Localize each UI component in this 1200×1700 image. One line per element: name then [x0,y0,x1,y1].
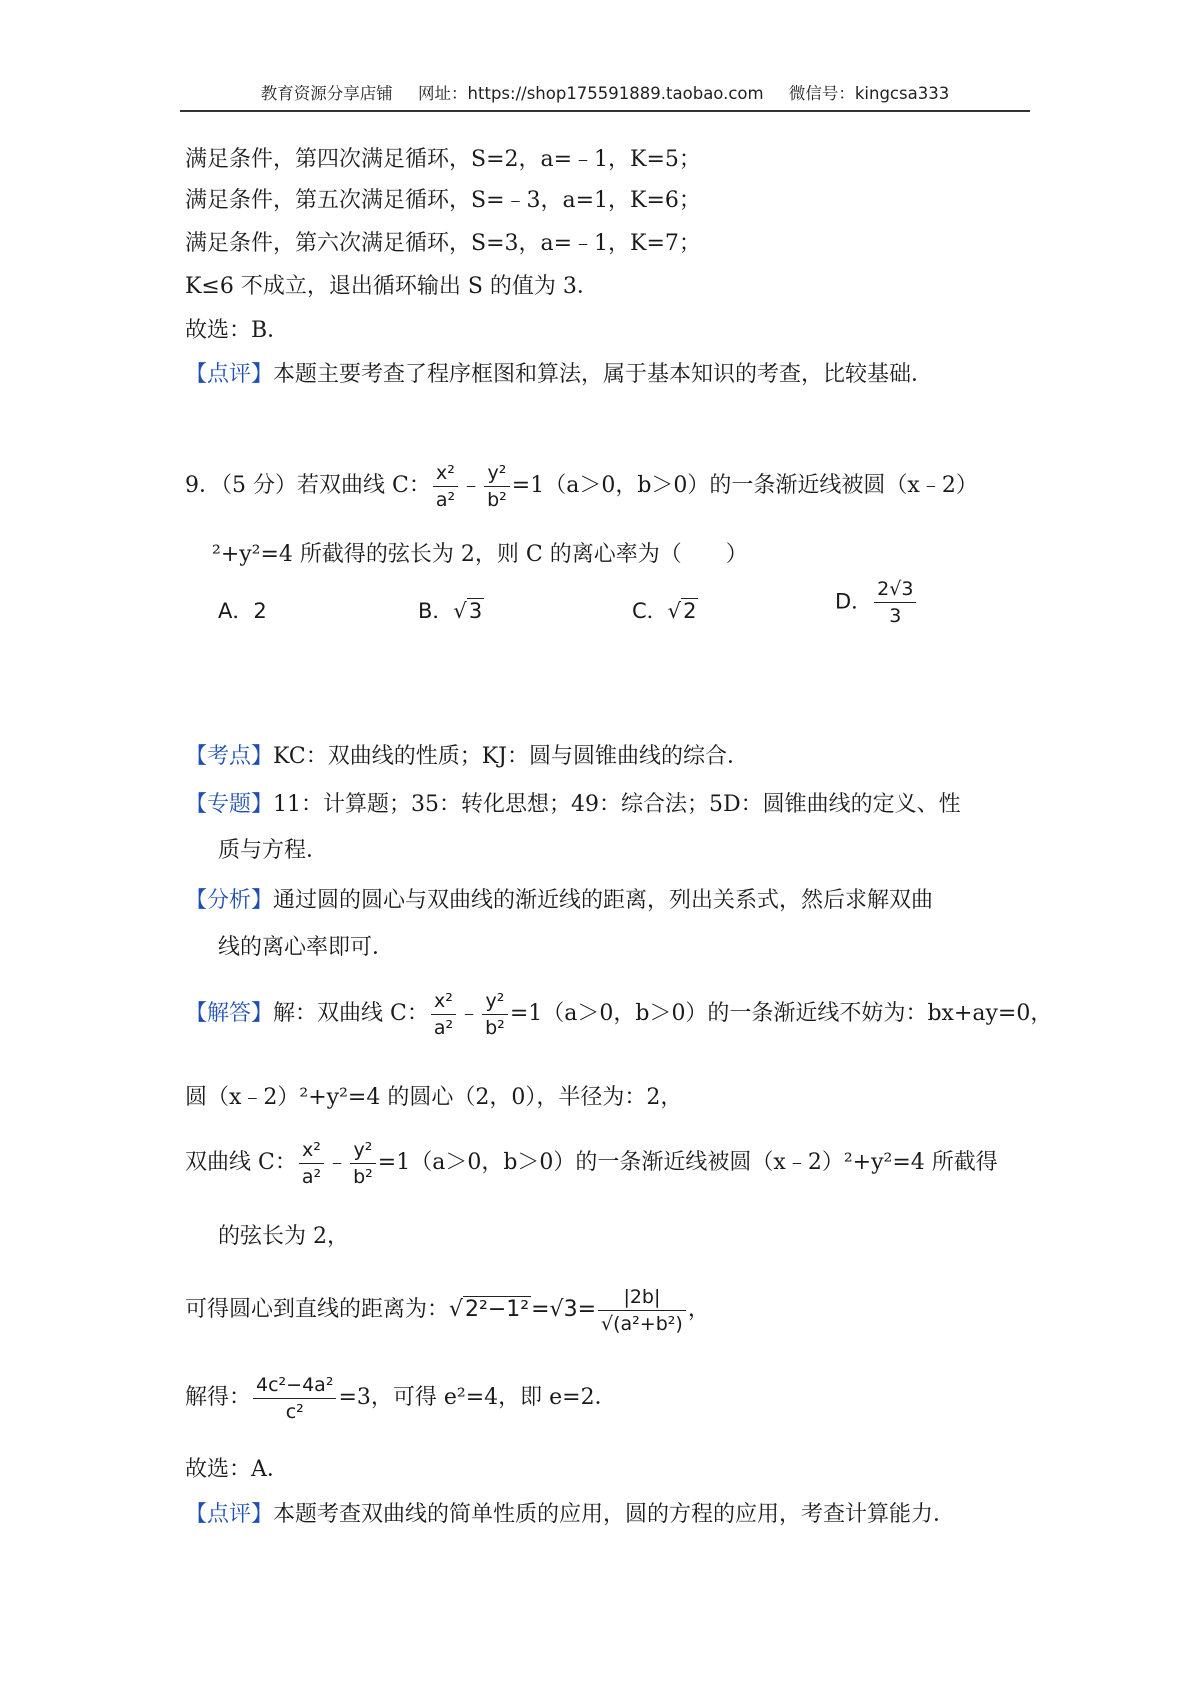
page-header [180,80,1030,104]
fenxi-cont: 线的离心率即可． [218,935,395,960]
kaodian: 【考点】KC：双曲线的性质；KJ：圆与圆锥曲线的综合． [185,744,749,769]
wechat-id: 微信号：kingcsa333 [788,84,950,103]
kaodian-tag: 【考点】 [185,744,274,769]
fraction-y2-b2: $\frac{\text{y²}}{\text{b²}}$ [350,1139,376,1188]
shop-url[interactable]: 网址：https://shop175591889.taobao.com [418,84,764,103]
header-divider [180,110,1030,112]
option-d[interactable] [835,578,918,627]
jieda-tag: 【解答】 [185,1001,274,1026]
option-d-label: D． [835,589,873,614]
review-tag: 【点评】 [185,362,274,387]
prev-review [185,360,933,390]
minus-sign: ﹣ [460,473,483,498]
solution-line-3: 双曲线 C： $\frac{\text{x²}}{\text{a²}}$ ﹣ $\frac{\text{y²}}{\text{b²}}$ =1（a＞0，b＞0）的一条渐近线被圆（x﹣2）²+y²=4 所截得 [185,1138,998,1188]
fraction-y2-b2: $\frac{\text{y²}}{\text{b²}}$ [484,462,510,511]
review-text: 本题主要考查了程序框图和算法，属于基本知识的考查，比较基础． [273,362,934,387]
zhuanti: 【专题】11：计算题；35：转化思想；49：综合法；5D：圆锥曲线的定义、性 [185,792,961,817]
solution-line-6: 解得： $\frac{\text{4c²−4a²}}{\text{c²}}$ =3，可得 e²=4，即 e=2． [185,1373,617,1423]
fraction-2sqrt3-3: $\frac{2√3}{3}$ [874,578,916,627]
fraction-x2-a2: $\frac{\text{x²}}{\text{a²}}$ [431,990,456,1039]
option-c-label: C． [632,599,668,623]
fraction-x2-a2: $\frac{\text{x²}}{\text{a²}}$ [433,462,458,511]
fraction-distance: $\frac{|2b|}{\text{√(a²+b²)}}$ [598,1286,686,1335]
option-b[interactable] [418,595,484,625]
loop-step-4: 满足条件，第四次满足循环，S=2，a=﹣1，K=5； [185,147,701,172]
solution-line-4: 的弦长为 2， [218,1224,349,1249]
fraction-x2-a2: $\frac{\text{x²}}{\text{a²}}$ [299,1139,324,1188]
fraction-y2-b2: $\frac{\text{y²}}{\text{b²}}$ [482,990,508,1039]
question-suffix: =1（a＞0，b＞0）的一条渐近线被圆（x﹣2） [511,473,978,498]
fenxi-tag: 【分析】 [185,888,274,913]
solution-answer: 故选：A． [185,1457,289,1482]
zhuanti-tag: 【专题】 [185,792,274,817]
loop-step-6: 满足条件，第六次满足循环，S=3，a=﹣1，K=7； [185,231,701,256]
review-tag: 【点评】 [185,1502,274,1527]
zhuanti-cont: 质与方程． [218,838,329,863]
option-a[interactable]: A．2 [218,599,267,623]
sqrt-3: √3 [453,599,483,623]
solution-line-5: 可得圆心到直线的距离为：√2²−1²=√3= $\frac{|2b|}{\text{√(a²+b²)}}$ ， [185,1280,710,1340]
solution-review: 【点评】本题考查双曲线的简单性质的应用，圆的方程的应用，考查计算能力． [185,1502,956,1527]
sqrt-distance: √2²−1² [449,1297,530,1322]
prev-answer: 故选：B． [185,318,290,343]
shop-name: 教育资源分享店铺 [260,84,393,103]
option-c[interactable] [632,595,698,625]
solution-line-2: 圆（x﹣2）²+y²=4 的圆心（2，0），半径为：2， [185,1085,683,1110]
loop-exit: K≤6 不成立，退出循环输出 S 的值为 3． [185,274,599,299]
question-9-stem [185,456,978,516]
loop-step-5: 满足条件，第五次满足循环，S=﹣3，a=1，K=6； [185,188,701,213]
fraction-eccentricity: $\frac{\text{4c²−4a²}}{\text{c²}}$ [253,1374,336,1423]
solution-line-1: 【解答】解：双曲线 C： $\frac{\text{x²}}{\text{a²}}$ ﹣ $\frac{\text{y²}}{\text{b²}}$ =1（a＞0，b＞0）的一条渐近线不妨为：bx+ay=0， [185,989,1053,1039]
fenxi: 【分析】通过圆的圆心与双曲线的渐近线的距离，列出关系式，然后求解双曲 [185,888,934,913]
question-prefix: 9．（5 分）若双曲线 C： [185,473,431,498]
option-b-label: B． [418,599,454,623]
sqrt-2: √2 [667,599,697,623]
question-9-stem-cont: ²+y²=4 所截得的弦长为 2，则 C 的离心率为（ ） [212,542,748,567]
